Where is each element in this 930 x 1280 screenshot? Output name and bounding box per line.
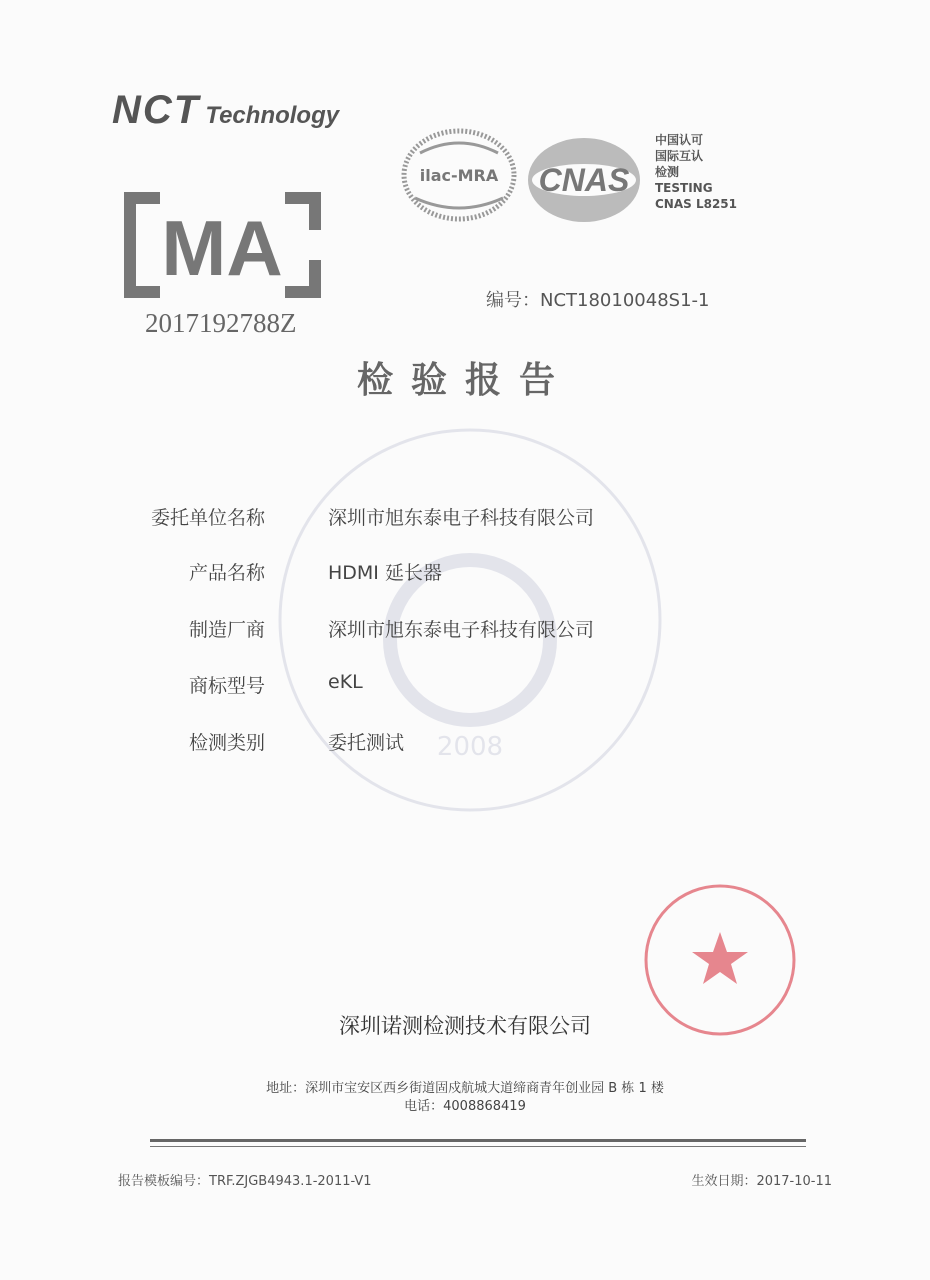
divider (150, 1146, 806, 1147)
effective-date: 生效日期：2017-10-11 (691, 1174, 832, 1189)
field-value: HDMI 延长器 (328, 562, 442, 584)
cnas-line: 中国认可 (655, 133, 704, 147)
field-label: 产品名称 (188, 562, 265, 584)
cma-logo-icon (120, 190, 325, 300)
field-label: 委托单位名称 (150, 507, 265, 529)
svg-text:MA: MA (161, 204, 283, 292)
field-value: 深圳市旭东泰电子科技有限公司 (328, 507, 595, 529)
page-title: 检验报告 (356, 360, 573, 401)
phone: 电话：4008868419 (404, 1099, 526, 1114)
field-label: 商标型号 (188, 675, 265, 697)
brand-mark: NCT (112, 88, 201, 132)
template-number: 报告模板编号：TRF.ZJGB4943.1-2011-V1 (118, 1174, 372, 1189)
field-row-trademark-model (100, 671, 363, 698)
report-number (486, 286, 709, 312)
field-row-product (100, 558, 442, 585)
field-row-manufacturer (100, 615, 595, 642)
report-number-value: NCT18010048S1-1 (540, 290, 710, 311)
cnas-logo-icon (525, 135, 643, 225)
field-value: 委托测试 (328, 732, 405, 754)
cnas-line: TESTING (655, 181, 713, 195)
contact-info (0, 1080, 930, 1116)
field-value: eKL (328, 671, 363, 693)
ilac-mra-logo-icon (400, 128, 518, 223)
testing-company-name: 深圳诺测检测技术有限公司 (339, 1014, 591, 1038)
divider (150, 1139, 806, 1142)
svg-text:ilac-MRA: ilac-MRA (419, 166, 499, 185)
cnas-line: 国际互认 (655, 149, 704, 163)
field-row-client (100, 503, 595, 530)
svg-text:2008: 2008 (436, 732, 504, 762)
cma-number: 2017192788Z (145, 308, 297, 338)
field-label: 检测类别 (188, 732, 265, 754)
report-number-label: 编号： (486, 290, 540, 311)
field-row-test-type (100, 728, 405, 755)
field-value: 深圳市旭东泰电子科技有限公司 (328, 619, 595, 641)
cnas-line: 检测 (655, 165, 680, 179)
cnas-line: CNAS L8251 (655, 197, 738, 211)
field-label: 制造厂商 (188, 619, 265, 641)
brand-word: Technology (205, 102, 340, 129)
cnas-accreditation-text (655, 132, 737, 212)
nct-logo (112, 88, 339, 133)
svg-text:CNAS: CNAS (538, 162, 630, 198)
address: 地址：深圳市宝安区西乡街道固戍航城大道缔商青年创业园 B 栋 1 楼 (266, 1081, 664, 1096)
